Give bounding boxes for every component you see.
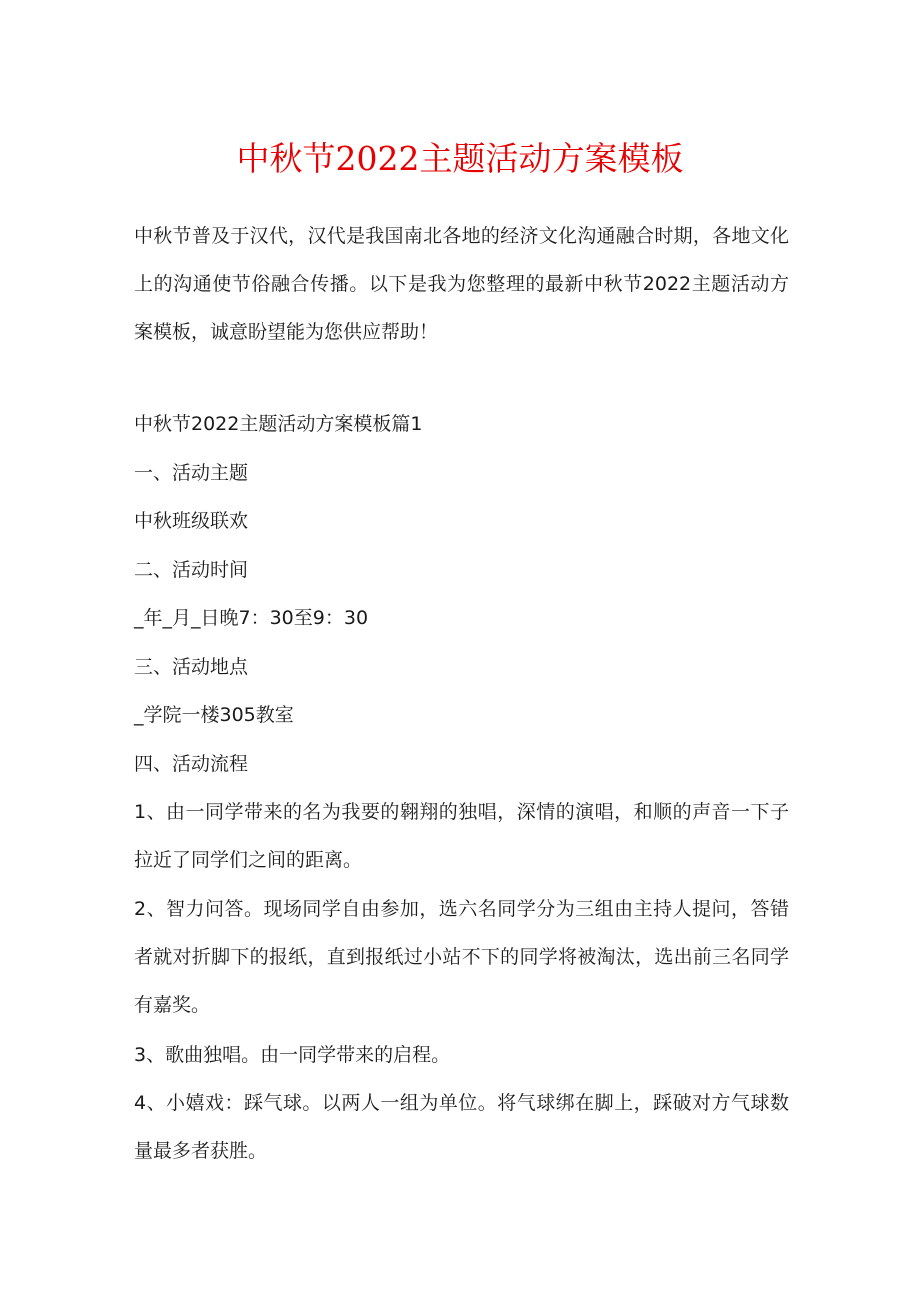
activity-time-text: _年_月_日晚7：30至9：30 — [134, 607, 369, 629]
heading-activity-time: 二、活动时间 — [134, 559, 249, 581]
process-step-4: 4、小嬉戏：踩气球。以两人一组为单位。将气球绑在脚上，踩破对方气球数量最多者获胜。 — [134, 1092, 789, 1162]
heading-activity-place: 三、活动地点 — [134, 656, 249, 678]
process-step-1: 1、由一同学带来的名为我要的翱翔的独唱，深情的演唱，和顺的声音一下子拉近了同学们之间的距离。 — [134, 801, 789, 871]
heading-activity-process: 四、活动流程 — [134, 753, 249, 775]
heading-activity-theme: 一、活动主题 — [134, 462, 249, 484]
document-title: 中秋节2022主题活动方案模板 — [236, 139, 684, 178]
process-step-2: 2、智力问答。现场同学自由参加，选六名同学分为三组由主持人提问，答错者就对折脚下的报纸，直到报纸过小站不下的同学将被淘汰，选出前三名同学有嘉奖。 — [134, 898, 789, 1016]
activity-theme-text: 中秋班级联欢 — [134, 510, 249, 532]
activity-place-text: _学院一楼305教室 — [134, 704, 294, 726]
process-step-3: 3、歌曲独唱。由一同学带来的启程。 — [134, 1044, 451, 1066]
section-title: 中秋节2022主题活动方案模板篇1 — [134, 413, 423, 435]
intro-paragraph: 中秋节普及于汉代，汉代是我国南北各地的经济文化沟通融合时期，各地文化上的沟通使节俗融合传播。以下是我为您整理的最新中秋节2022主题活动方案模板，诚意盼望能为您供应帮助！ — [134, 225, 789, 343]
